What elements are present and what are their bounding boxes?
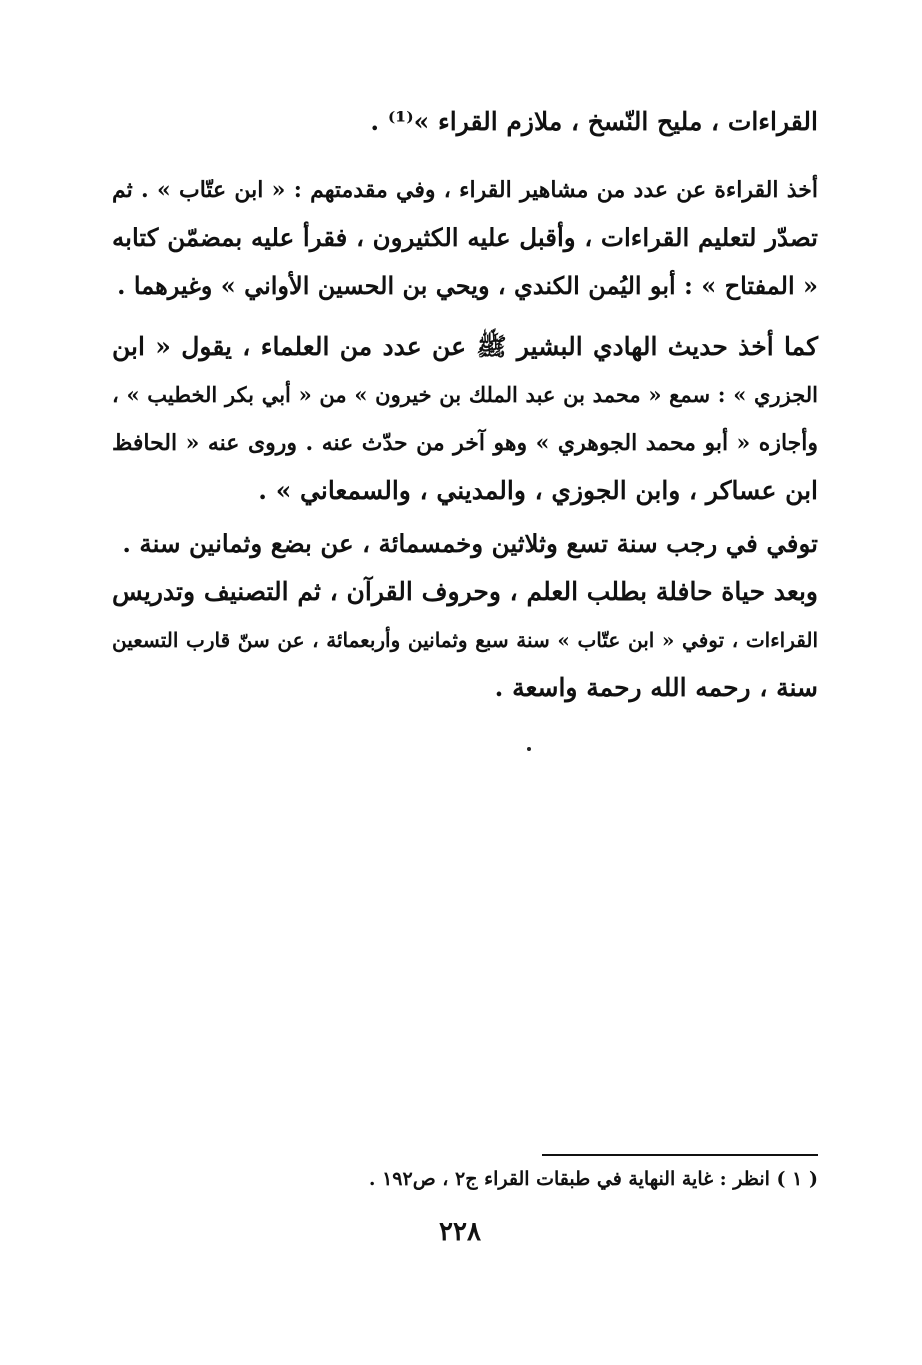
text-line: القراءات ، مليح النّسخ ، ملازم القراء »⁽¹⁾ . xyxy=(370,107,818,136)
text-line: وأجازه « أبو محمد الجوهري » وهو آخر من حدّث عنه . وروى عنه « الحافظ xyxy=(112,430,818,456)
text-line: سنة ، رحمه الله رحمة واسعة . xyxy=(494,673,818,702)
text-line: الجزري » : سمع « محمد بن عبد الملك بن خيرون » من « أبي بكر الخطيب » ، xyxy=(112,382,818,407)
text-line: توفي في رجب سنة تسع وثلاثين وخمسمائة ، عن بضع وثمانين سنة . xyxy=(122,529,818,558)
text-line: وبعد حياة حافلة بطلب العلم ، وحروف القرآن ، ثم التصنيف وتدريس xyxy=(112,577,818,606)
text-line: كما أخذ حديث الهادي البشير ﷺ عن عدد من العلماء ، يقول « ابن xyxy=(112,332,818,361)
footnote-separator xyxy=(542,1154,818,1156)
text-line: القراءات ، توفي « ابن عتّاب » سنة سبع وثمانين وأربعمائة ، عن سنّ قارب التسعين xyxy=(112,628,818,652)
print-dot xyxy=(527,747,531,751)
paragraph-2 xyxy=(112,166,818,310)
paragraph-1 xyxy=(112,98,818,146)
page-number: ٢٢٨ xyxy=(439,1217,481,1247)
paragraph-3 xyxy=(112,323,818,515)
text-line: ابن عساكر ، وابن الجوزي ، والمديني ، والسمعاني » . xyxy=(258,476,818,505)
text-line: « المفتاح » : أبو اليُمن الكندي ، ويحي بن الحسين الأواني » وغيرهما . xyxy=(117,271,818,300)
text-line: أخذ القراءة عن عدد من مشاهير القراء ، وفي مقدمتهم : « ابن عتّاب » . ثم xyxy=(112,177,818,203)
paragraph-4 xyxy=(112,520,818,712)
text-line: تصدّر لتعليم القراءات ، وأقبل عليه الكثيرون ، فقرأ عليه بمضمّن كتابه xyxy=(112,223,818,252)
footnote: ( ١ ) انظر : غاية النهاية في طبقات القراء ج٢ ، ص١٩٢ . xyxy=(368,1168,818,1190)
